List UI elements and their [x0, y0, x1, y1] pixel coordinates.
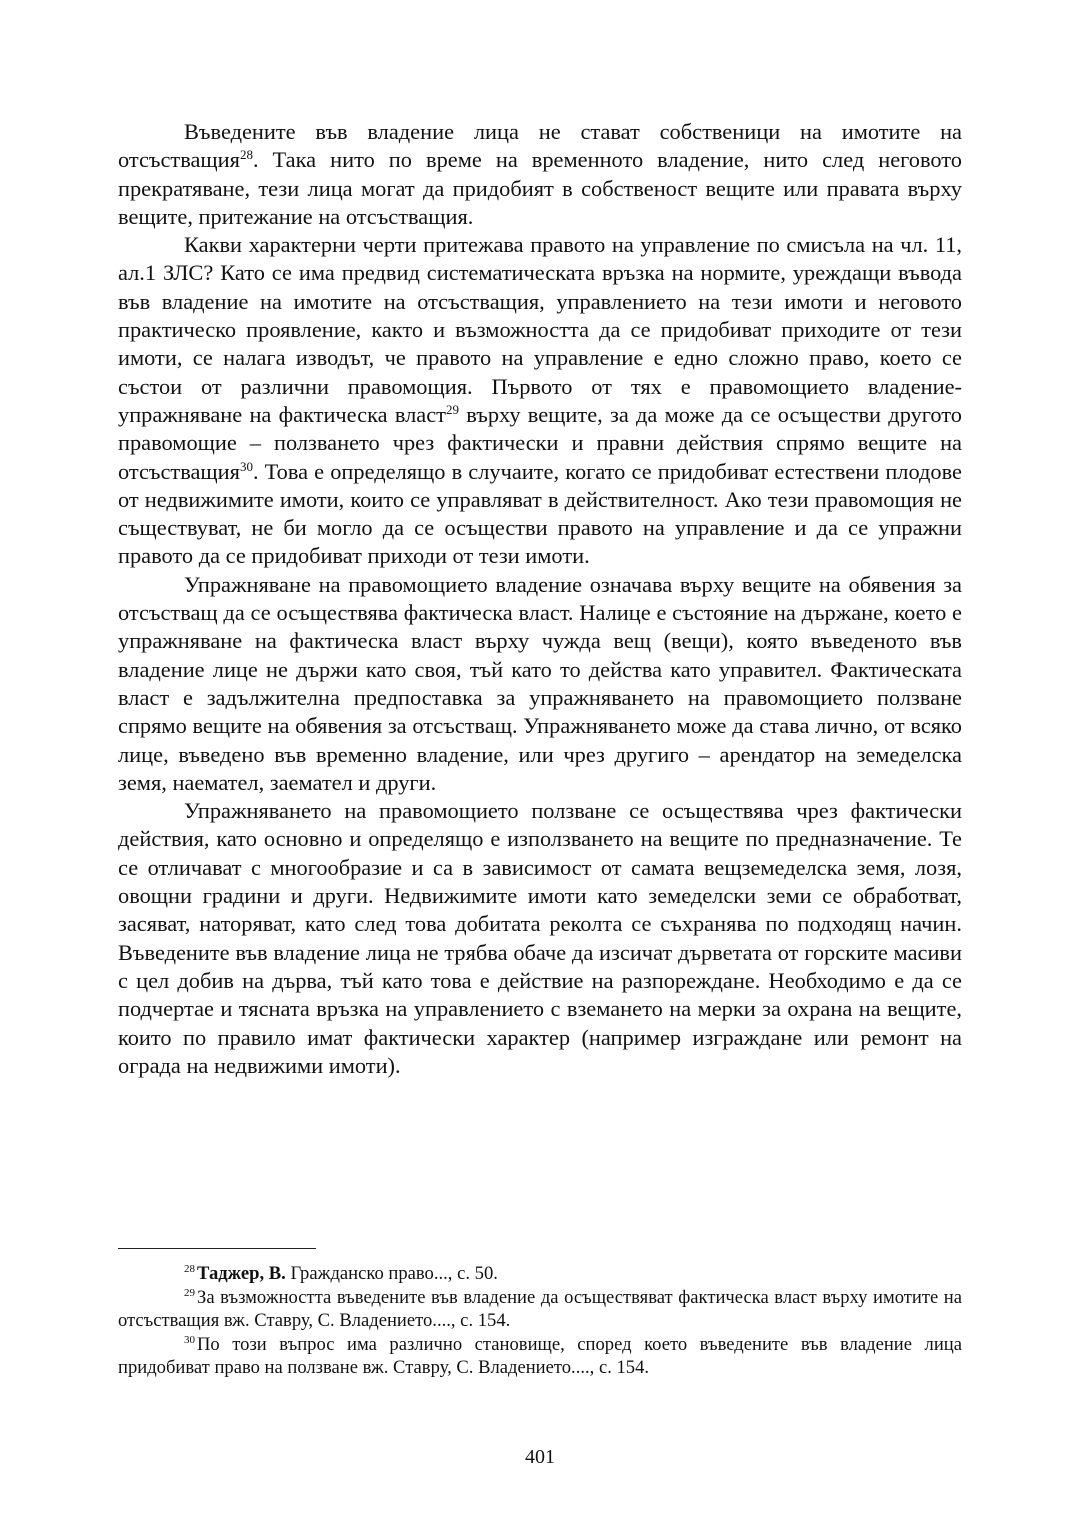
footnote-ref-28[interactable]: 28: [239, 147, 253, 163]
main-text: [118, 118, 962, 1080]
footnotes: [118, 1262, 962, 1380]
footnote-ref-29[interactable]: 29: [445, 401, 459, 417]
footnote-separator: [118, 1248, 316, 1249]
paragraph-1: Въведените във владение лица не стават собственици на имотите на отсъстващия$^{28}$. Така нито по време на временното владение, нито след неговото прекратяване, тези лица могат да придобият в собственост вещите или правата върху вещите, притежание на отсъстващия.: [118, 119, 962, 229]
paragraph-4: Упражняването на правомощието ползване се осъществява чрез фактически действия, като основно и определящо е използването на вещите по предназначение. Те се отличават с многообразие и са в зависимост от самата вещземеделска земя, лозя, овощни градини и други. Недвижимите имоти като земеделски земи се обработват, засяват, наторяват, като след това добитата реколта се съхранява по подходящ начин. Въведените във владение лица не трябва обаче да изсичат дърветата от горските масиви с цел добив на дърва, тъй като това е действие на разпореждане. Необходимо е да се подчертае и тясната връзка на управлението с вземането на мерки за охрана на вещите, които по правило имат фактически характер (например изграждане или ремонт на ограда на недвижими имоти).: [118, 798, 962, 1078]
paragraph-2: Какви характерни черти притежава правото на управление по смисъла на чл. 11, ал.1 ЗЛС? Като се има предвид систематическата връзка на нормите, уреждащи въвода във владение на имотите на отсъстващия, управлението на тези имоти и неговото практическо проявление, както и възможността да се придобиват приходите от тези имоти, се налага изводът, че правото на управление е едно сложно право, което се състои от различни правомощия. Първото от тях е правомощието владение-упражняване на фактическа власт$^{29}$ върху вещите, за да може да се осъществи другото правомощие – ползването чрез фактически и правни действия спрямо вещите на отсъстващия$^{30}$. Това е определящо в случаите, когато се придобиват естествени плодове от недвижимите имоти, които се управляват в действителност. Ако тези правомощия не съществуват, не би могло да се осъществи правото на управление и да се упражни правото да се придобиват приходи от тези имоти.: [118, 232, 962, 569]
footnote-29: $^{29}$ За възможността въведените във владение да осъществяват фактическа власт върху имотите на отсъстващия вж. Ставру, С. Владението...., с. 154.: [118, 1286, 962, 1331]
footnote-28: $^{28}$ Таджер, В. Гражданско право..., с. 50.: [184, 1263, 498, 1284]
footnote-ref-30[interactable]: 30: [239, 458, 253, 474]
paragraph-3: Упражняване на правомощието владение означава върху вещите на обявения за отсъстващ да се осъществява фактическа власт. Налице е състояние на държане, което е упражняване на фактическа власт върху чужда вещ (вещи), която въведеното във владение лице не държи като своя, тъй като то действа като управител. Фактическата власт е задължителна предпоставка за упражняването на правомощието ползване спрямо вещите на обявения за отсъстващ. Упражняването може да става лично, от всяко лице, въведено във временно владение, или чрез другиго – арендатор на земеделска земя, наематeл, заематeл и други.: [118, 571, 962, 795]
footnote-30: $^{30}$ По този въпрос има различно становище, според което въведените във владение лица придобиват право на ползване вж. Ставру, С. Владението...., с. 154.: [118, 1333, 962, 1378]
page-number: 401: [525, 1446, 555, 1468]
